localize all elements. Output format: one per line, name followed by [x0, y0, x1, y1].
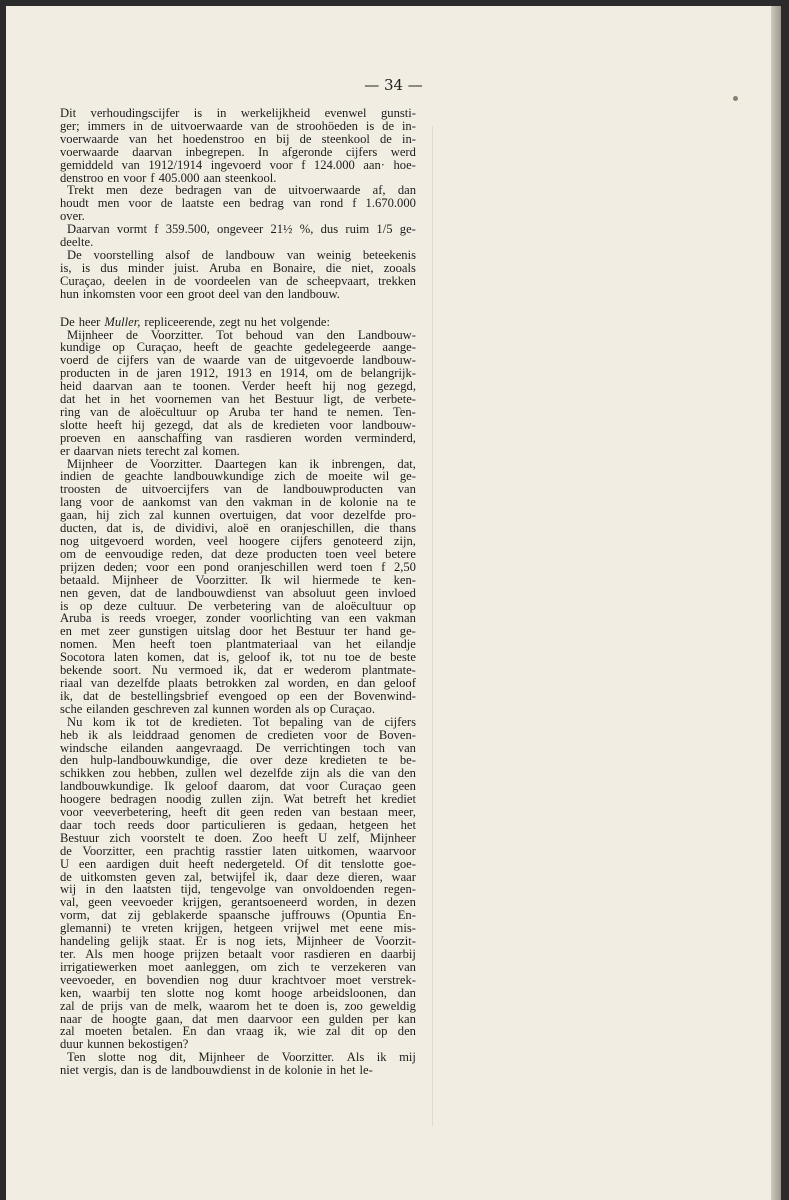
text-line: hun inkomsten voor een groot deel van den landbouw. [60, 286, 340, 301]
text-line: de uitkomsten geven zal, betwijfel ik, daar deze dieren, waar [60, 869, 416, 884]
text-line: Dit verhoudingscijfer is in werkelijkheid evenwel gunsti- [60, 106, 416, 120]
text-line: sche eilanden geschreven zal kunnen worden als op Curaçao. [60, 701, 375, 716]
text-line: denstroo en voor f 405.000 aan steenkool. [60, 170, 277, 185]
text-line: duur kunnen bekostigen? [60, 1037, 189, 1052]
page-number: — 34 — [364, 76, 423, 94]
text-line: Ten slotte nog dit, Mijnheer de Voorzitter. Als ik mij [67, 1050, 416, 1065]
text-line: irrigatiewerken moet aanleggen, om zich te verzekeren van [60, 959, 416, 974]
text-line: Socotora laten komen, dat is, geloof ik, tot nu toe de beste [60, 650, 416, 665]
text-line: gemiddeld van 1912/1914 ingevoerd voor f 124.000 aan· hoe- [60, 157, 416, 172]
text-line: De heer Muller, repliceerende, zegt nu het volgende: [60, 314, 330, 329]
text-line: veevoeder, en bovendien nog duur krachtvoer moet verstrek- [60, 972, 416, 987]
text-line: indien de geachte landbouwkundige zich de moeite wil ge- [60, 469, 416, 484]
text-line: de Voorzitter, een prachtig rasstier laten uitkomen, waarvoor [60, 843, 416, 858]
text-line: troosten de uitvoercijfers van de landbouwproducten van [60, 482, 416, 497]
text-line: Trekt men deze bedragen van de uitvoerwaarde af, dan [67, 183, 416, 198]
text-line: riaal van dezelfde plaats betrokken zal worden, en dan geloof [60, 675, 416, 690]
text-line: nomen. Men heeft toen plantmateriaal van het eilandje [60, 637, 416, 652]
text-line: nen geven, dat de landbouwdienst van absoluut geen invloed [60, 585, 416, 600]
text-line: er daarvan niets terecht zal komen. [60, 443, 240, 458]
text-line: hoogere bedragen noodig zullen zijn. Wat betreft het krediet [60, 792, 416, 807]
text-line: producten in de jaren 1912, 1913 en 1914, om de belangrijk- [60, 366, 416, 381]
text-line: Curaçao, deelen in de voordeelen van de scheepvaart, trekken [60, 273, 416, 288]
text-line: handeling gelijk staat. Er is nog iets, Mijnheer de Voorzit- [60, 934, 416, 949]
text-line: kundige op Curaçao, heeft de geachte gedelegeerde aange- [60, 340, 416, 355]
body-text [60, 107, 416, 1077]
text-line: zal moeten betalen. En dan vraag ik, wie zal dit op den [60, 1024, 416, 1039]
text-line: niet vergis, dan is de landbouwdienst in de kolonie in het le- [60, 1063, 373, 1078]
text-line: voerwaarde van het hoedenstroo en bij de steenkool de in- [60, 131, 416, 146]
text-line: daar toch reeds door particulieren is gedaan, hetgeen het [60, 817, 416, 832]
text-line: is, is dus minder juist. Aruba en Bonaire, die niet, zooals [60, 260, 416, 275]
text-line: ken, waarbij ten slotte nog komt hooge arbeidsloonen, dan [60, 985, 416, 1000]
text-line: houdt men voor de laatste een bedrag van rond f 1.670.000 [60, 196, 416, 211]
text-line: bekende soort. Nu vermoed ik, dat er wederom plantmate- [60, 663, 416, 678]
text-line: ducten, dat is, de dividivi, aloë en oranjeschillen, die thans [60, 521, 416, 536]
text-line: Mijnheer de Voorzitter. Daartegen kan ik inbrengen, dat, [67, 456, 416, 471]
text-line: windsche eilanden aangevraagd. De verrichtingen toch van [60, 740, 416, 755]
text-line: den hulp-landbouwkundige, die over deze kredieten te be- [60, 753, 416, 768]
text-line: slotte heeft hij gezegd, dat als de kredieten voor landbouw- [60, 417, 416, 432]
text-line: dat het in het voornemen van het Bestuur ligt, de verbete- [60, 392, 416, 407]
text-line: deelte. [60, 235, 94, 250]
text-line: om de eenvoudige reden, dat deze producten toen veel betere [60, 546, 416, 561]
text-line: voerd de cijfers van de waarde van de uitgevoerde landbouw- [60, 353, 416, 368]
text-line: voor veeverbetering, heeft dit geen reden van bestaan meer, [60, 805, 416, 820]
paper-speck [733, 96, 738, 101]
text-line: Daarvan vormt f 359.500, ongeveer 21½ %, dus ruim 1/5 ge- [67, 222, 416, 237]
text-line: De voorstelling alsof de landbouw van weinig beteekenis [67, 247, 416, 262]
text-line: ger; immers in de uitvoerwaarde van de stroohöeden is de in- [60, 118, 416, 133]
text-line: val, geen veevoeder krijgen, gerantsoeneerd worden, in dezen [60, 895, 416, 910]
page-edge [771, 6, 781, 1200]
text-line: nog uitgevoerd worden, veel hoogere cijfers genoteerd zijn, [60, 534, 416, 548]
text-line: lang voor de aankomst van den vakman in de kolonie na te [60, 495, 416, 510]
text-line: proeven en aanschaffing van rasdieren worden verminderd, [60, 430, 416, 445]
text-line: Bestuur zich voorstelt te doen. Zoo heeft U zelf, Mijnheer [60, 830, 416, 845]
text-line: zal de prijs van de melk, waarom het te doen is, zoo geweldig [60, 998, 416, 1013]
text-line: vorm, dat zij geblakerde spaansche juffrouws (Opuntia En- [60, 908, 416, 923]
text-line: naar de hoogte gaan, dat men daarvoor een gulden per kan [60, 1011, 416, 1026]
text-line: over. [60, 209, 85, 224]
text-line: heb ik als leiddraad genomen de credieten voor de Boven- [60, 727, 416, 742]
document-page [6, 6, 781, 1200]
text-line: Nu kom ik tot de kredieten. Tot bepaling van de cijfers [67, 714, 416, 729]
text-line: landbouwkundige. Ik geloof daarom, dat voor Curaçao geen [60, 779, 416, 794]
text-line: Mijnheer de Voorzitter. Tot behoud van den Landbouw- [67, 327, 416, 342]
text-line: glemanni) te vreten krijgen, hetgeen vrijwel met eene mis- [60, 921, 416, 936]
text-line: U een aardigen duit heeft nedergeteld. Of dit tenslotte goe- [60, 856, 416, 871]
text-line: is op deze cultuur. De verbetering van de aloëcultuur op [60, 598, 416, 613]
text-line: wij in den laatsten tijd, tengevolge van onvoldoenden regen- [60, 882, 416, 897]
text-line: ik, dat de bestellingsbrief evengoed op een der Bovenwind- [60, 688, 416, 703]
text-line: schikken zou hebben, zullen wel dezelfde zijn als die van den [60, 766, 416, 781]
text-line: gaan, hij zich zal kunnen overtuigen, dat voor dezelfde pro- [60, 508, 416, 523]
text-line: prijzen deden; voor een pond oranjeschillen werd toen f 2,50 [60, 559, 416, 574]
text-line: voerwaarde daarvan inbegrepen. In afgeronde cijfers werd [60, 144, 416, 159]
text-line: heid daarvan aan te toonen. Verder heeft hij nog gezegd, [60, 379, 416, 394]
fold-shadow [432, 126, 433, 1126]
text-line: Aruba is reeds vroeger, zonder voorlichting van een vakman [60, 611, 416, 626]
text-line: en met zeer gunstigen uitslag door het Bestuur ter hand ge- [60, 624, 416, 639]
text-line: betaald. Mijnheer de Voorzitter. Ik wil hiermede te ken- [60, 572, 416, 587]
paragraph-gap [60, 301, 416, 316]
text-line: ter. Als men hooge prijzen betaalt voor rasdieren en daarbij [60, 947, 416, 961]
text-line: ring van de aloëcultuur op Aruba ter hand te nemen. Ten- [60, 404, 416, 419]
